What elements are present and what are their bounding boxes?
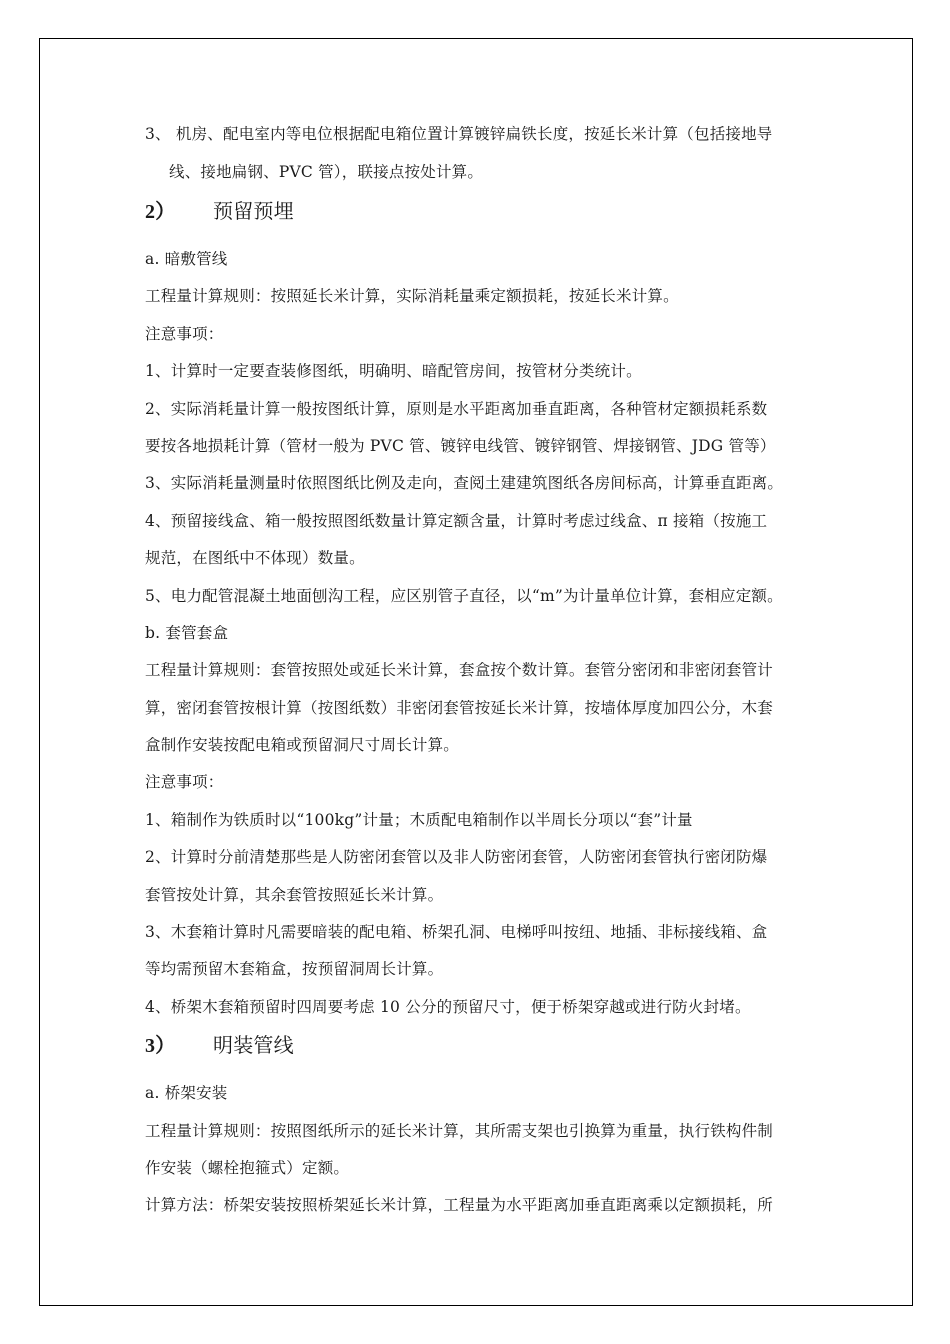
section-number: 2） xyxy=(145,201,176,223)
paragraph-line: 等均需预留木套箱盒，按预留洞周长计算。 xyxy=(145,960,444,978)
paragraph-line: 工程量计算规则：按照延长米计算，实际消耗量乘定额损耗，按延长米计算。 xyxy=(145,287,679,305)
paragraph-line: 要按各地损耗计算（管材一般为 PVC 管、镀锌电线管、镀锌钢管、焊接钢管、JDG 管等） xyxy=(145,437,776,455)
paragraph-line: 1、箱制作为铁质时以“100kg”计量；木质配电箱制作以半周长分项以“套”计量 xyxy=(145,811,693,829)
paragraph-line: 1、计算时一定要查装修图纸，明确明、暗配管房间，按管材分类统计。 xyxy=(145,362,642,380)
subsection-label: a. 桥架安装 xyxy=(145,1084,228,1102)
paragraph-line: 套管按处计算，其余套管按照延长米计算。 xyxy=(145,886,444,904)
paragraph-line: 盒制作安装按配电箱或预留洞尺寸周长计算。 xyxy=(145,736,460,754)
section-number: 3） xyxy=(145,1035,176,1057)
paragraph-line: 规范，在图纸中不体现）数量。 xyxy=(145,549,365,567)
section-heading xyxy=(145,1032,294,1059)
paragraph-line: 工程量计算规则：按照图纸所示的延长米计算，其所需支架也引换算为重量，执行铁构件制 xyxy=(145,1122,774,1140)
paragraph-line: 作安装（螺栓抱箍式）定额。 xyxy=(145,1159,350,1177)
paragraph-line: 2、实际消耗量计算一般按图纸计算，原则是水平距离加垂直距离，各种管材定额损耗系数 xyxy=(145,400,768,418)
subsection-label: b. 套管套盒 xyxy=(145,624,229,642)
section-title: 明装管线 xyxy=(213,1033,294,1057)
paragraph-line: 2、计算时分前清楚那些是人防密闭套管以及非人防密闭套管，人防密闭套管执行密闭防爆 xyxy=(145,848,768,866)
paragraph-line: 计算方法：桥架安装按照桥架延长米计算，工程量为水平距离加垂直距离乘以定额损耗，所 xyxy=(145,1196,774,1214)
paragraph-line: 线、接地扁钢、PVC 管），联接点按处计算。 xyxy=(169,163,484,181)
paragraph-line: 3、 机房、配电室内等电位根据配电箱位置计算镀锌扁铁长度，按延长米计算（包括接地导 xyxy=(145,125,773,143)
section-title: 预留预埋 xyxy=(213,199,294,223)
section-heading xyxy=(145,198,294,225)
subsection-label: a. 暗敷管线 xyxy=(145,250,228,268)
paragraph-line: 3、实际消耗量测量时依照图纸比例及走向，查阅土建建筑图纸各房间标高，计算垂直距离。 xyxy=(145,474,784,492)
paragraph-line: 5、电力配管混凝土地面刨沟工程，应区别管子直径，以“m”为计量单位计算，套相应定额。 xyxy=(145,587,783,605)
paragraph-line: 注意事项： xyxy=(145,325,224,343)
paragraph-line: 3、木套箱计算时凡需要暗装的配电箱、桥架孔洞、电梯呼叫按纽、地插、非标接线箱、盒 xyxy=(145,923,768,941)
paragraph-line: 算，密闭套管按根计算（按图纸数）非密闭套管按延长米计算，按墙体厚度加四公分，木套 xyxy=(145,699,774,717)
paragraph-line: 4、桥架木套箱预留时四周要考虑 10 公分的预留尺寸，便于桥架穿越或进行防火封堵。 xyxy=(145,998,751,1016)
paragraph-line: 工程量计算规则：套管按照处或延长米计算，套盒按个数计算。套管分密闭和非密闭套管计 xyxy=(145,661,774,679)
paragraph-line: 注意事项： xyxy=(145,773,224,791)
paragraph-line: 4、预留接线盒、箱一般按照图纸数量计算定额含量，计算时考虑过线盒、π 接箱（按施工 xyxy=(145,512,768,530)
